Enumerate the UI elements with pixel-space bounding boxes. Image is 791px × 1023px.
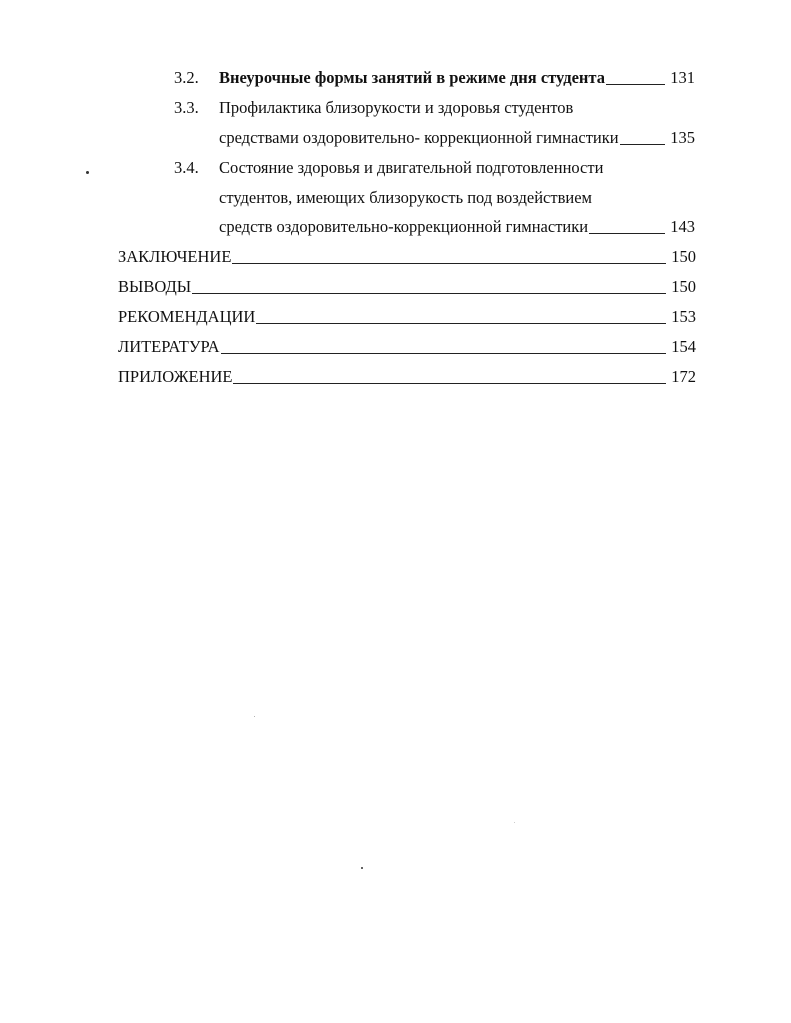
dot-leader <box>256 322 666 324</box>
toc-entry-title: ЛИТЕРАТУРА <box>118 337 220 356</box>
toc-entry-title: Внеурочные формы занятий в режиме дня студента <box>219 68 605 87</box>
toc-entry-title-line: Профилактика близорукости и здоровья студентов <box>219 98 574 117</box>
scan-speck <box>361 867 363 869</box>
dot-leader <box>232 262 666 264</box>
dot-leader <box>192 292 666 294</box>
toc-entry[interactable] <box>219 66 695 90</box>
scan-speck <box>514 822 515 823</box>
dot-leader <box>221 352 667 354</box>
dot-leader <box>606 83 665 85</box>
dot-leader <box>589 232 665 234</box>
toc-number: 3.3. <box>174 98 199 117</box>
scan-speck <box>254 716 255 717</box>
toc-entry-conclusion[interactable] <box>118 245 696 269</box>
toc-entry-title: средствами оздоровительно- коррекционной гимнастики <box>219 128 619 147</box>
toc-entry-appendix[interactable] <box>118 365 696 389</box>
toc-entry-title: РЕКОМЕНДАЦИИ <box>118 307 256 326</box>
toc-entry-recommendations[interactable] <box>118 305 696 329</box>
toc-page-number: 135 <box>670 128 695 147</box>
toc-entry[interactable] <box>219 126 695 150</box>
dot-leader <box>233 382 666 384</box>
toc-page-number: 143 <box>670 217 695 236</box>
scan-speck <box>86 171 89 174</box>
toc-page-number: 150 <box>671 247 696 266</box>
toc-entry-title: ПРИЛОЖЕНИЕ <box>118 367 233 386</box>
toc-page-number: 153 <box>671 307 696 326</box>
toc-entry[interactable] <box>219 215 695 239</box>
toc-entry-literature[interactable] <box>118 335 696 359</box>
toc-page-number: 172 <box>671 367 696 386</box>
toc-entry-findings[interactable] <box>118 275 696 299</box>
toc-entry-title: средств оздоровительно-коррекционной гимнастики <box>219 217 589 236</box>
toc-page-number: 154 <box>671 337 696 356</box>
dot-leader <box>620 143 666 145</box>
toc-page-number: 131 <box>670 68 695 87</box>
toc-entry-title-line: студентов, имеющих близорукость под воздействием <box>219 188 592 207</box>
toc-entry-title-line: Состояние здоровья и двигательной подготовленности <box>219 158 604 177</box>
toc-number: 3.4. <box>174 158 199 177</box>
toc-number: 3.2. <box>174 68 199 87</box>
toc-entry-title: ВЫВОДЫ <box>118 277 192 296</box>
toc-entry-title: ЗАКЛЮЧЕНИЕ <box>118 247 232 266</box>
toc-page-number: 150 <box>671 277 696 296</box>
